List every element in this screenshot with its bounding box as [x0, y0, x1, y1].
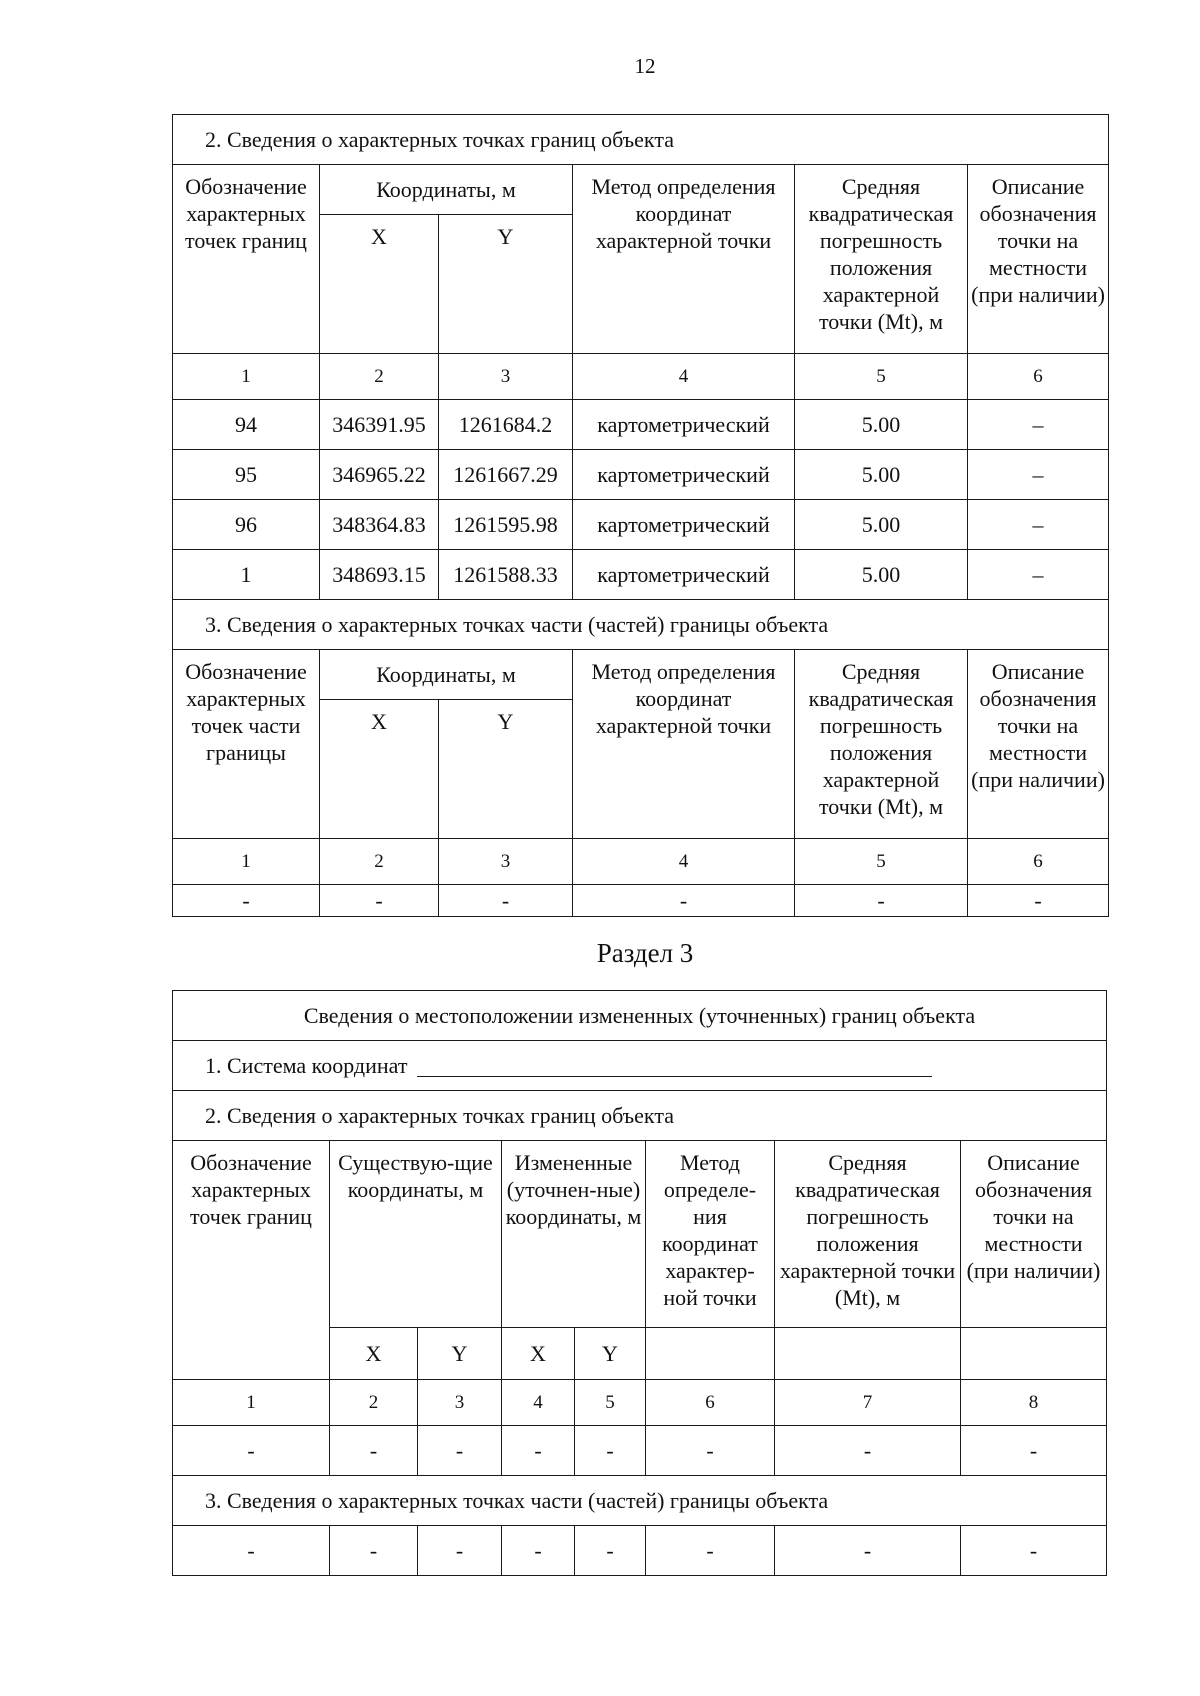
- empty-cell: -: [795, 885, 968, 917]
- column-number: 3: [439, 354, 573, 400]
- coord-system-blank-line: [417, 1054, 932, 1077]
- column-number: 1: [173, 1380, 330, 1426]
- header-error: Средняя квадратическая погрешность положения характерной точки (Mt), м: [775, 1141, 961, 1328]
- table-row: [173, 885, 1109, 917]
- header-x: X: [330, 1328, 418, 1380]
- empty-cell: -: [573, 885, 795, 917]
- page-number: 12: [634, 54, 656, 78]
- column-number: 3: [439, 839, 573, 885]
- section-title: 3. Сведения о характерных точках части (частей) границы объекта: [173, 1476, 1107, 1526]
- error-value: 5.00: [795, 450, 968, 500]
- column-number: 1: [173, 354, 320, 400]
- empty-cell: -: [418, 1526, 502, 1576]
- empty-cell: -: [646, 1426, 775, 1476]
- method: картометрический: [573, 400, 795, 450]
- column-number: 4: [502, 1380, 575, 1426]
- description: –: [968, 550, 1109, 600]
- column-number: 4: [573, 354, 795, 400]
- column-number: 5: [795, 839, 968, 885]
- section-title: 3. Сведения о характерных точках части (частей) границы объекта: [173, 600, 1109, 650]
- empty-header-cell: [961, 1328, 1107, 1380]
- column-number: 2: [320, 839, 439, 885]
- coord-x: 346391.95: [320, 400, 439, 450]
- header-x: X: [502, 1328, 575, 1380]
- column-number: 2: [320, 354, 439, 400]
- header-method: Метод определения координат характерной точки: [573, 650, 795, 839]
- method: картометрический: [573, 500, 795, 550]
- table-title: Сведения о местоположении измененных (уточненных) границ объекта: [173, 991, 1107, 1041]
- empty-cell: -: [575, 1526, 646, 1576]
- header-y: Y: [418, 1328, 502, 1380]
- header-changed-coords: Измененные (уточнен-ные) координаты, м: [502, 1141, 646, 1328]
- column-number: 6: [646, 1380, 775, 1426]
- header-description: Описание обозначения точки на местности (при наличии): [961, 1141, 1107, 1328]
- empty-cell: -: [418, 1426, 502, 1476]
- coord-x: 348693.15: [320, 550, 439, 600]
- column-number: 4: [573, 839, 795, 885]
- section-title: 2. Сведения о характерных точках границ объекта: [173, 115, 1109, 165]
- header-existing-coords: Существую-щие координаты, м: [330, 1141, 502, 1328]
- empty-cell: -: [439, 885, 573, 917]
- header-method: Метод определения координат характерной точки: [573, 165, 795, 354]
- empty-cell: -: [502, 1526, 575, 1576]
- empty-cell: -: [173, 1426, 330, 1476]
- header-x: X: [320, 700, 439, 839]
- empty-header-cell: [775, 1328, 961, 1380]
- changed-boundaries-table: [172, 990, 1107, 1576]
- description: –: [968, 450, 1109, 500]
- empty-cell: -: [502, 1426, 575, 1476]
- table-row: [173, 400, 1109, 450]
- coord-y: 1261667.29: [439, 450, 573, 500]
- empty-cell: -: [775, 1526, 961, 1576]
- table-row: [173, 550, 1109, 600]
- header-description: Описание обозначения точки на местности (при наличии): [968, 650, 1109, 839]
- empty-cell: -: [330, 1426, 418, 1476]
- coord-y: 1261684.2: [439, 400, 573, 450]
- point-id: 1: [173, 550, 320, 600]
- boundary-points-table: [172, 114, 1109, 917]
- empty-cell: -: [775, 1426, 961, 1476]
- column-number: 6: [968, 839, 1109, 885]
- empty-cell: -: [968, 885, 1109, 917]
- column-number: 7: [775, 1380, 961, 1426]
- empty-cell: -: [320, 885, 439, 917]
- table-row: [173, 1426, 1107, 1476]
- header-y: Y: [439, 215, 573, 354]
- empty-cell: -: [173, 885, 320, 917]
- section-title: 2. Сведения о характерных точках границ объекта: [173, 1091, 1107, 1141]
- column-number: 1: [173, 839, 320, 885]
- empty-cell: -: [575, 1426, 646, 1476]
- description: –: [968, 400, 1109, 450]
- header-coords: Координаты, м: [320, 165, 573, 215]
- method: картометрический: [573, 550, 795, 600]
- method: картометрический: [573, 450, 795, 500]
- table-row: [173, 500, 1109, 550]
- coord-x: 346965.22: [320, 450, 439, 500]
- column-number: 2: [330, 1380, 418, 1426]
- column-number: 6: [968, 354, 1109, 400]
- header-error: Средняя квадратическая погрешность положения характерной точки (Mt), м: [795, 650, 968, 839]
- table-row: [173, 1526, 1107, 1576]
- header-designation: Обозначение характерных точек границ: [173, 1141, 330, 1380]
- header-designation: Обозначение характерных точек границ: [173, 165, 320, 354]
- column-number: 5: [575, 1380, 646, 1426]
- coord-y: 1261588.33: [439, 550, 573, 600]
- header-error: Средняя квадратическая погрешность положения характерной точки (Mt), м: [795, 165, 968, 354]
- table-row: [173, 450, 1109, 500]
- error-value: 5.00: [795, 500, 968, 550]
- coord-system-row: [173, 1041, 1107, 1091]
- header-coords: Координаты, м: [320, 650, 573, 700]
- header-description: Описание обозначения точки на местности (при наличии): [968, 165, 1109, 354]
- empty-cell: -: [330, 1526, 418, 1576]
- column-number: 8: [961, 1380, 1107, 1426]
- header-y: Y: [439, 700, 573, 839]
- description: –: [968, 500, 1109, 550]
- error-value: 5.00: [795, 400, 968, 450]
- empty-header-cell: [646, 1328, 775, 1380]
- header-designation: Обозначение характерных точек части границы: [173, 650, 320, 839]
- point-id: 95: [173, 450, 320, 500]
- section-heading: Раздел 3: [596, 938, 694, 968]
- point-id: 94: [173, 400, 320, 450]
- header-method: Метод определе-ния координат характер-ной точки: [646, 1141, 775, 1328]
- empty-cell: -: [646, 1526, 775, 1576]
- error-value: 5.00: [795, 550, 968, 600]
- coord-y: 1261595.98: [439, 500, 573, 550]
- header-x: X: [320, 215, 439, 354]
- empty-cell: -: [961, 1526, 1107, 1576]
- column-number: 5: [795, 354, 968, 400]
- coord-x: 348364.83: [320, 500, 439, 550]
- header-y: Y: [575, 1328, 646, 1380]
- empty-cell: -: [961, 1426, 1107, 1476]
- empty-cell: -: [173, 1526, 330, 1576]
- column-number: 3: [418, 1380, 502, 1426]
- coord-system-label: 1. Система координат: [205, 1053, 408, 1078]
- point-id: 96: [173, 500, 320, 550]
